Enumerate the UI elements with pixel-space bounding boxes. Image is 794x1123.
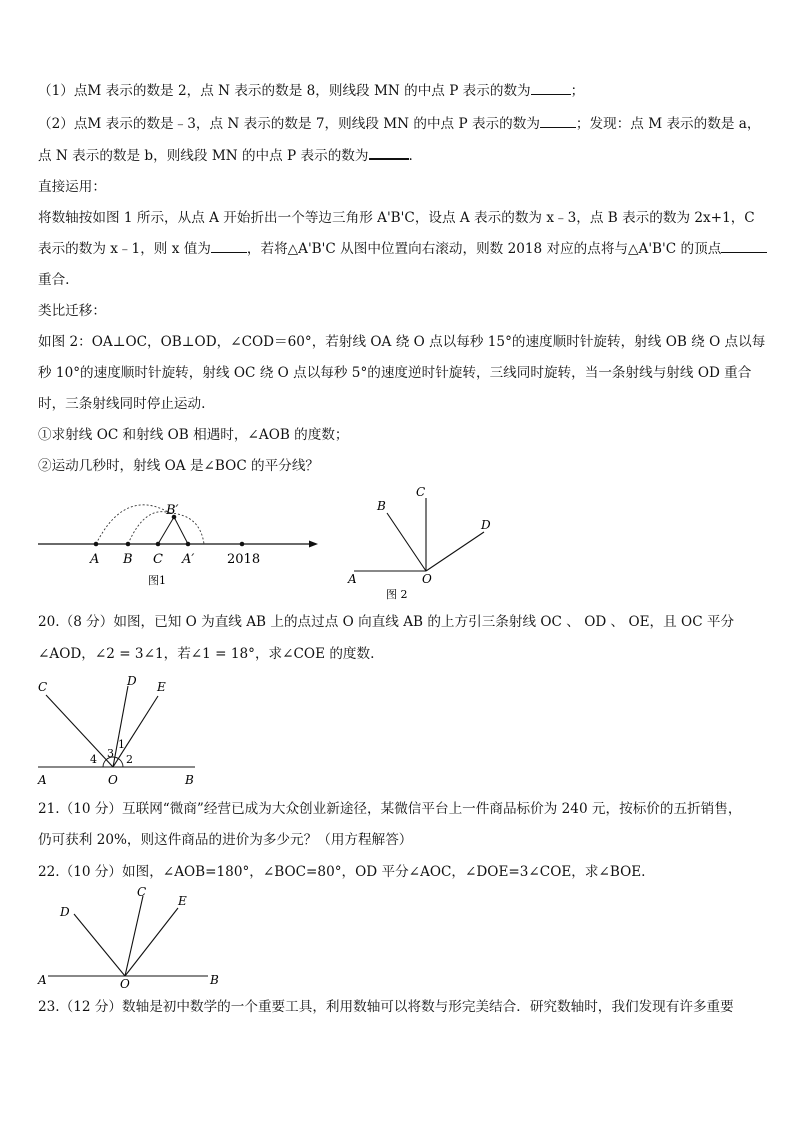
analogy-line2: 秒 10°的速度顺时针旋转，射线 OC 绕 O 点以每秒 5°的速度逆时针旋转，三线同时旋转，当一条射线与射线 OD 重合 bbox=[38, 365, 752, 381]
q19-part2: （2）点M 表示的数是﹣3，点 N 表示的数是 7，则线段 MN 的中点 P 表示的数为 ；发现：点 M 表示的数是 a， bbox=[38, 116, 761, 132]
question-21-line2: 仍可获利 20%，则这件商品的进价为多少元？（用方程解答） bbox=[38, 832, 413, 848]
label-A: A bbox=[38, 973, 47, 987]
label-B: B bbox=[123, 552, 133, 567]
label-A: A bbox=[38, 773, 47, 787]
label-B: B bbox=[185, 773, 194, 787]
answer-blank bbox=[721, 240, 767, 253]
ray-OD bbox=[74, 914, 125, 976]
label-A: A bbox=[90, 552, 100, 567]
analogy-q2: ②运动几秒时，射线 OA 是∠BOC 的平分线？ bbox=[38, 458, 320, 474]
angle-label-2: 2 bbox=[126, 753, 133, 766]
question-20-line2: ∠AOD，∠2 = 3∠1，若∠1 = 18°，求∠COE 的度数. bbox=[38, 646, 375, 662]
point-B bbox=[126, 542, 131, 547]
label-E: E bbox=[157, 680, 166, 694]
figure-2-caption: 图 2 bbox=[386, 588, 408, 601]
label-O: O bbox=[120, 977, 130, 990]
question-22-figure bbox=[30, 880, 230, 990]
fold-arc-outer bbox=[96, 505, 170, 544]
question-22-line1: 22.（10 分）如图，∠AOB=180°，∠BOC=80°，OD 平分∠AOC，∠DOE=3∠COE，求∠BOE. bbox=[38, 864, 646, 880]
answer-blank bbox=[531, 82, 571, 95]
angle-label-4: 4 bbox=[90, 753, 97, 766]
label-C: C bbox=[416, 485, 426, 499]
label-B: B bbox=[377, 499, 386, 513]
label-C: C bbox=[137, 885, 147, 899]
figure-1-caption: 图1 bbox=[148, 574, 166, 587]
answer-blank bbox=[211, 240, 247, 253]
point-A bbox=[94, 542, 99, 547]
q19-part1: （1）点M 表示的数是 2，点 N 表示的数是 8，则线段 MN 的中点 P 表示的数为 ； bbox=[38, 83, 585, 99]
analogy-line1: 如图 2：OA⊥OC，OB⊥OD，∠COD＝60°，若射线 OA 绕 O 点以每秒 15°的速度顺时针旋转，射线 OB 绕 O 点以每 bbox=[38, 334, 766, 350]
direct-use-line3: 重合. bbox=[38, 272, 70, 288]
label-2018: 2018 bbox=[227, 552, 261, 567]
arrow-head bbox=[309, 541, 318, 548]
direct-use-line2: 表示的数为 x﹣1，则 x 值为 ，若将△A'B'C 从图中位置向右滚动，则数 2018 对应的点将与△A'B'C 的顶点 bbox=[38, 240, 767, 258]
point-C bbox=[156, 542, 161, 547]
analogy-line3: 时，三条射线同时停止运动. bbox=[38, 396, 206, 412]
answer-blank bbox=[540, 115, 576, 128]
figure-2-angles bbox=[340, 482, 510, 604]
question-20-figure bbox=[30, 672, 210, 790]
ray-OD bbox=[426, 532, 484, 571]
triangle-side-right bbox=[174, 517, 188, 544]
label-C: C bbox=[153, 552, 163, 567]
ray-OB bbox=[387, 513, 426, 571]
fold-arc-middle bbox=[128, 512, 170, 544]
label-C: C bbox=[38, 680, 48, 694]
label-B-prime: B′ bbox=[166, 503, 179, 518]
point-2018 bbox=[240, 542, 245, 547]
label-A-prime: A′ bbox=[182, 552, 195, 567]
label-O: O bbox=[422, 572, 432, 586]
label-E: E bbox=[178, 894, 187, 908]
answer-blank bbox=[369, 146, 409, 160]
label-O: O bbox=[108, 773, 118, 787]
question-20-line1: 20.（8 分）如图，已知 O 为直线 AB 上的点过点 O 向直线 AB 的上方引三条射线 OC 、 OD 、 OE，且 OC 平分 bbox=[38, 614, 735, 630]
question-21-line1: 21.（10 分）互联网“微商”经营已成为大众创业新途径，某微信平台上一件商品标价为 240 元，按标价的五折销售， bbox=[38, 801, 742, 817]
analogy-heading: 类比迁移： bbox=[38, 303, 106, 319]
angle-label-1: 1 bbox=[118, 738, 125, 751]
triangle-side-left bbox=[158, 517, 174, 544]
label-A: A bbox=[348, 572, 357, 586]
analogy-q1: ①求射线 OC 和射线 OB 相遇时，∠AOB 的度数； bbox=[38, 427, 349, 443]
label-D: D bbox=[60, 905, 70, 919]
point-A-prime bbox=[186, 542, 191, 547]
direct-use-line1: 将数轴按如图 1 所示，从点 A 开始折出一个等边三角形 A'B'C，设点 A 表示的数为 x﹣3，点 B 表示的数为 2x+1，C bbox=[38, 210, 755, 226]
direct-use-heading: 直接运用： bbox=[38, 179, 106, 195]
label-D: D bbox=[481, 518, 491, 532]
q19-part2-cont: 点 N 表示的数是 b，则线段 MN 的中点 P 表示的数为 . bbox=[38, 148, 413, 164]
angle-label-3: 3 bbox=[107, 747, 114, 760]
label-D: D bbox=[127, 674, 137, 688]
label-B: B bbox=[210, 973, 219, 987]
ray-OC bbox=[46, 695, 113, 767]
figure-1-number-line bbox=[30, 495, 330, 590]
question-23-line1: 23.（12 分）数轴是初中数学的一个重要工具，利用数轴可以将数与形完美结合．研究数轴时，我们发现有许多重要 bbox=[38, 999, 734, 1015]
